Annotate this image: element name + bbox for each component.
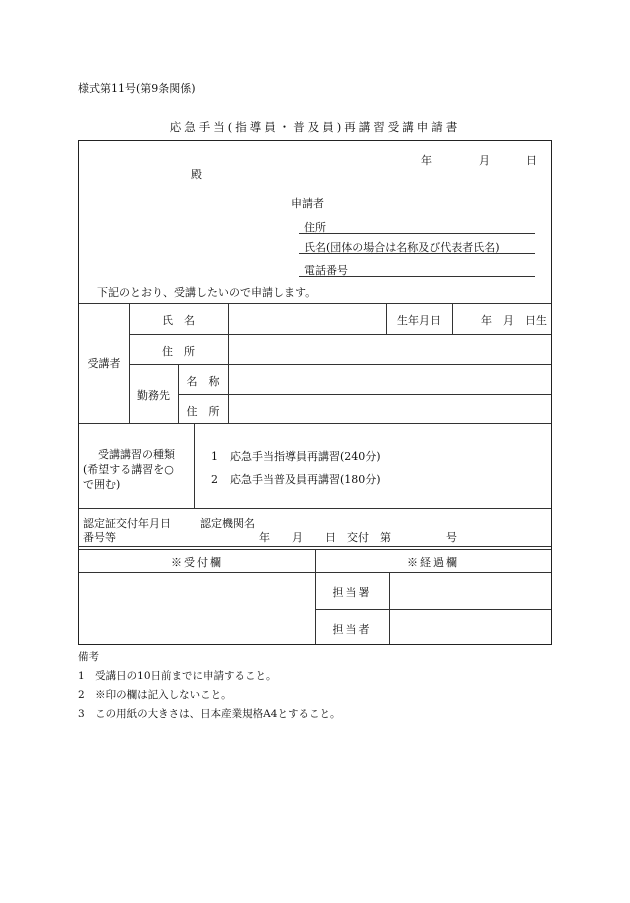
note-item: 2 ※印の欄は記入しないこと。 — [78, 689, 232, 701]
course-label-line3: で囲む) — [83, 478, 121, 491]
applicant-phone-label: 電話番号 — [304, 264, 348, 277]
department-label: 担当署 — [332, 586, 372, 599]
course-option-text: 応急手当普及員再講習(180分) — [230, 473, 381, 486]
course-option-1[interactable] — [211, 448, 381, 464]
attendee-section-label: 受講者 — [87, 357, 121, 370]
date-day-label: 日 — [526, 154, 537, 167]
note-item: 3 この用紙の大きさは、日本産業規格A4とすること。 — [78, 708, 341, 720]
attendee-name-label: 氏 名 — [162, 314, 195, 327]
divider — [228, 303, 229, 423]
applicant-name-field[interactable] — [299, 253, 535, 254]
workplace-label: 勤務先 — [137, 389, 170, 402]
course-option-number: 1 — [211, 450, 218, 463]
course-option-2[interactable] — [211, 471, 381, 487]
application-form-frame — [78, 140, 552, 645]
attendee-address-label: 住 所 — [162, 345, 195, 358]
birthdate-value[interactable]: 年 月 日生 — [481, 314, 547, 327]
course-label-line1: 受講講習の種類 — [98, 448, 175, 461]
divider — [129, 364, 551, 365]
certification-org-label: 認定機関名 — [200, 517, 255, 530]
certificate-label-line2: 番号等 — [83, 531, 116, 544]
certificate-issued-line[interactable]: 年 月 日 交付 第 号 — [259, 531, 457, 544]
birthdate-label: 生年月日 — [397, 314, 441, 327]
staff-label: 担当者 — [332, 623, 372, 636]
divider — [194, 423, 195, 508]
workplace-name-label: 名 称 — [186, 375, 220, 388]
date-year-label: 年 — [421, 154, 432, 167]
notes-heading: 備考 — [78, 651, 99, 663]
attendee-name-field[interactable] — [232, 306, 384, 331]
divider — [129, 334, 551, 335]
applicant-phone-field[interactable] — [299, 276, 535, 277]
date-month-label: 月 — [479, 154, 490, 167]
course-option-text: 応急手当指導員再講習(240分) — [230, 450, 381, 463]
form-title: 応急手当(指導員・普及員)再講習受講申請書 — [169, 120, 461, 134]
applicant-address-field[interactable] — [299, 233, 535, 234]
divider — [389, 572, 390, 644]
form-number: 様式第11号(第9条関係) — [78, 82, 196, 95]
divider — [178, 394, 551, 395]
applicant-name-label: 氏名(団体の場合は名称及び代表者氏名) — [304, 241, 500, 254]
progress-column-label: ※経過欄 — [407, 556, 459, 569]
applicant-address-label: 住所 — [304, 221, 326, 234]
application-statement: 下記のとおり、受講したいので申請します。 — [97, 286, 317, 299]
certificate-label-line1: 認定証交付年月日 — [83, 517, 171, 530]
workplace-address-field[interactable] — [232, 397, 548, 421]
note-item: 1 受講日の10日前までに申請すること。 — [78, 670, 277, 682]
course-label-line2: (希望する講習を○ — [83, 463, 174, 476]
divider — [79, 546, 551, 547]
divider — [79, 423, 551, 424]
divider — [452, 303, 453, 334]
course-option-number: 2 — [211, 473, 218, 486]
reception-column-label: ※受付欄 — [171, 556, 223, 569]
workplace-name-field[interactable] — [232, 367, 548, 392]
attendee-address-field[interactable] — [232, 337, 548, 362]
divider — [315, 609, 551, 610]
applicant-heading: 申請者 — [291, 197, 324, 210]
divider — [79, 303, 551, 304]
divider — [79, 508, 551, 509]
workplace-address-label: 住 所 — [186, 405, 220, 418]
addressee-label: 殿 — [191, 168, 202, 181]
